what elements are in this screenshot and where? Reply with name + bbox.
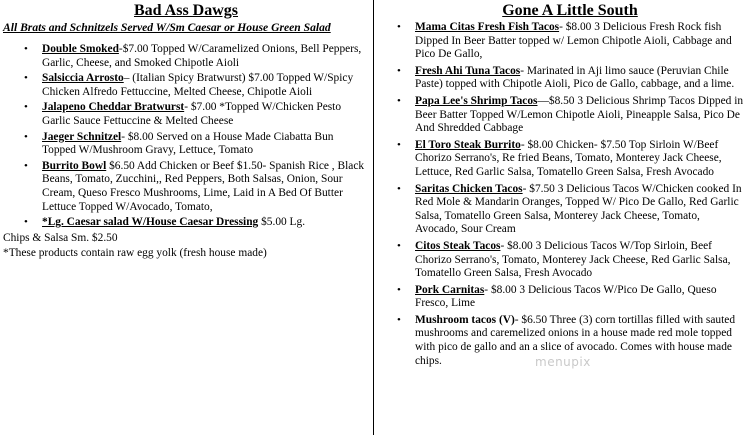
menu-item <box>395 21 745 62</box>
item-name: Papa Lee's Shrimp Tacos <box>415 94 538 107</box>
item-description: – (Italian Spicy Bratwurst) $7.00 Topped W/Spicy Chicken Alfredo Fettuccine, Melted Cheese, Chipotle Aioli <box>42 72 354 98</box>
column-divider <box>373 0 374 435</box>
bullet-icon: • <box>397 94 401 107</box>
bullet-icon: • <box>397 182 401 195</box>
item-name: *Lg. Caesar salad W/House Caesar Dressing <box>42 216 259 229</box>
bullet-icon: • <box>397 138 401 151</box>
bullet-icon: • <box>397 283 401 296</box>
item-name: Saritas Chicken Tacos <box>415 182 523 195</box>
item-name: El Toro Steak Burrito <box>415 138 521 151</box>
raw-egg-footnote: *These products contain raw egg yolk (fresh house made) <box>3 247 267 260</box>
menu-item <box>3 72 369 99</box>
menu-item <box>395 139 745 180</box>
bullet-icon: • <box>24 130 28 143</box>
menu-item <box>3 131 369 158</box>
item-description: -$7.00 Topped W/Caramelized Onions, Bell Peppers, Garlic, Cheese, and Smoked Chipotle Aioli <box>42 43 362 69</box>
item-name: Jalapeno Cheddar Bratwurst <box>42 101 185 114</box>
item-description: $6.50 Add Chicken or Beef $1.50- Spanish Rice , Black Beans, Tomato, Zucchini,, Red Peppers, Both Salsas, Onion, Sour Cream, Queso Fresco Mushrooms, Lime, Laid in A Bed Of Butter Lettuce Topped W/Avocado, Tomato, <box>42 159 365 213</box>
menu-item <box>3 216 369 230</box>
item-description: - $7.00 *Topped W/Chicken Pesto Garlic Sauce Fettuccine & Melted Cheese <box>42 101 342 127</box>
item-name: Burrito Bowl <box>42 159 107 172</box>
bullet-icon: • <box>24 101 28 114</box>
bullet-icon: • <box>24 159 28 172</box>
item-description: - $8.00 3 Delicious Tacos W/Top Sirloin, Beef Chorizo Serrano's, Tomato, Monterey Jack Cheese, Red Garlic Salsa, Tomatello Green Salsa, Fresh Avocado <box>415 239 731 280</box>
item-description: $5.00 Lg. <box>258 216 306 229</box>
item-name: Fresh Ahi Tuna Tacos <box>415 64 521 77</box>
section-title: Bad Ass Dawgs <box>133 2 239 19</box>
bullet-icon: • <box>397 239 401 252</box>
menu-list <box>395 21 745 368</box>
item-name: Mama Citas Fresh Fish Tacos <box>415 21 560 33</box>
item-description: - $7.50 3 Delicious Tacos W/Chicken cooked In Red Mole & Mandarin Oranges, Topped W/ Pico De Gallo, Red Garlic Salsa, Tomatello Green Salsa, Monterey Jack Cheese, Tomato, Avocado, Sour Cream <box>415 182 742 236</box>
menu-item <box>3 101 369 128</box>
item-description: - $8.00 3 Delicious Fresh Rock fish Dipped In Beer Batter topped w/ Lemon Chipotle Aioli, Cabbage and Pico De Gallo, <box>415 21 732 61</box>
menu-item <box>395 240 745 281</box>
item-name: Citos Steak Tacos <box>415 239 501 252</box>
chips-and-salsa: Chips & Salsa Sm. $2.50 <box>3 231 118 244</box>
menu-list <box>3 43 369 230</box>
item-name: Jaeger Schnitzel <box>42 130 122 143</box>
bullet-icon: • <box>24 216 28 229</box>
item-description: —$8.50 3 Delicious Shrimp Tacos Dipped in Beer Batter Topped W/Lemon Chipotle Aioli, Pineapple Salsa, Pico De And Shredded Cabbage <box>415 94 744 135</box>
bullet-icon: • <box>397 64 401 77</box>
bad-ass-dawgs-section <box>3 2 369 261</box>
menu-item <box>395 284 745 311</box>
item-name: Mushroom tacos (V) <box>415 313 515 326</box>
gone-a-little-south-section <box>395 2 745 371</box>
menu-item <box>395 65 745 92</box>
menu-item <box>395 95 745 136</box>
menu-item <box>3 160 369 214</box>
item-description: - $8.00 Served on a House Made Ciabatta Bun Topped W/Mushroom Gravy, Lettuce, Tomato <box>42 130 334 157</box>
item-description: - $8.00 Chicken- $7.50 Top Sirloin W/Beef Chorizo Serrano's, Re fried Beans, Tomato, Monterey Jack Cheese, Lettuce, Red Garlic Salsa, Tomatello Green Salsa, Fresh Avocado <box>415 138 722 178</box>
section-title: Gone A Little South <box>502 2 638 19</box>
item-description: - $6.50 Three (3) corn tortillas filled with sauted mushrooms and caremelized onions in a house made red mole topped with pico de gallo and an a slice of avocado. Comes with house made chips. <box>415 313 736 367</box>
item-description: - $8.00 3 Delicious Tacos W/Pico De Gallo, Queso Fresco, Lime <box>415 283 717 310</box>
menu-item <box>3 43 369 70</box>
bullet-icon: • <box>24 43 28 55</box>
watermark: menupix <box>535 355 591 369</box>
item-description: - Marinated in Aji limo sauce (Peruvian Chile Paste) topped with Chipotle Aioli, Pico de Gallo, cabbage, and a lime. <box>415 64 735 91</box>
bullet-icon: • <box>397 21 401 33</box>
serving-note: All Brats and Schnitzels Served W/Sm Caesar or House Green Salad <box>3 21 331 34</box>
bullet-icon: • <box>397 313 401 326</box>
item-name: Salsiccia Arrosto <box>42 72 124 85</box>
bullet-icon: • <box>24 72 28 85</box>
item-name: Double Smoked <box>42 43 119 55</box>
item-name: Pork Carnitas <box>415 283 485 296</box>
menu-item <box>395 183 745 237</box>
